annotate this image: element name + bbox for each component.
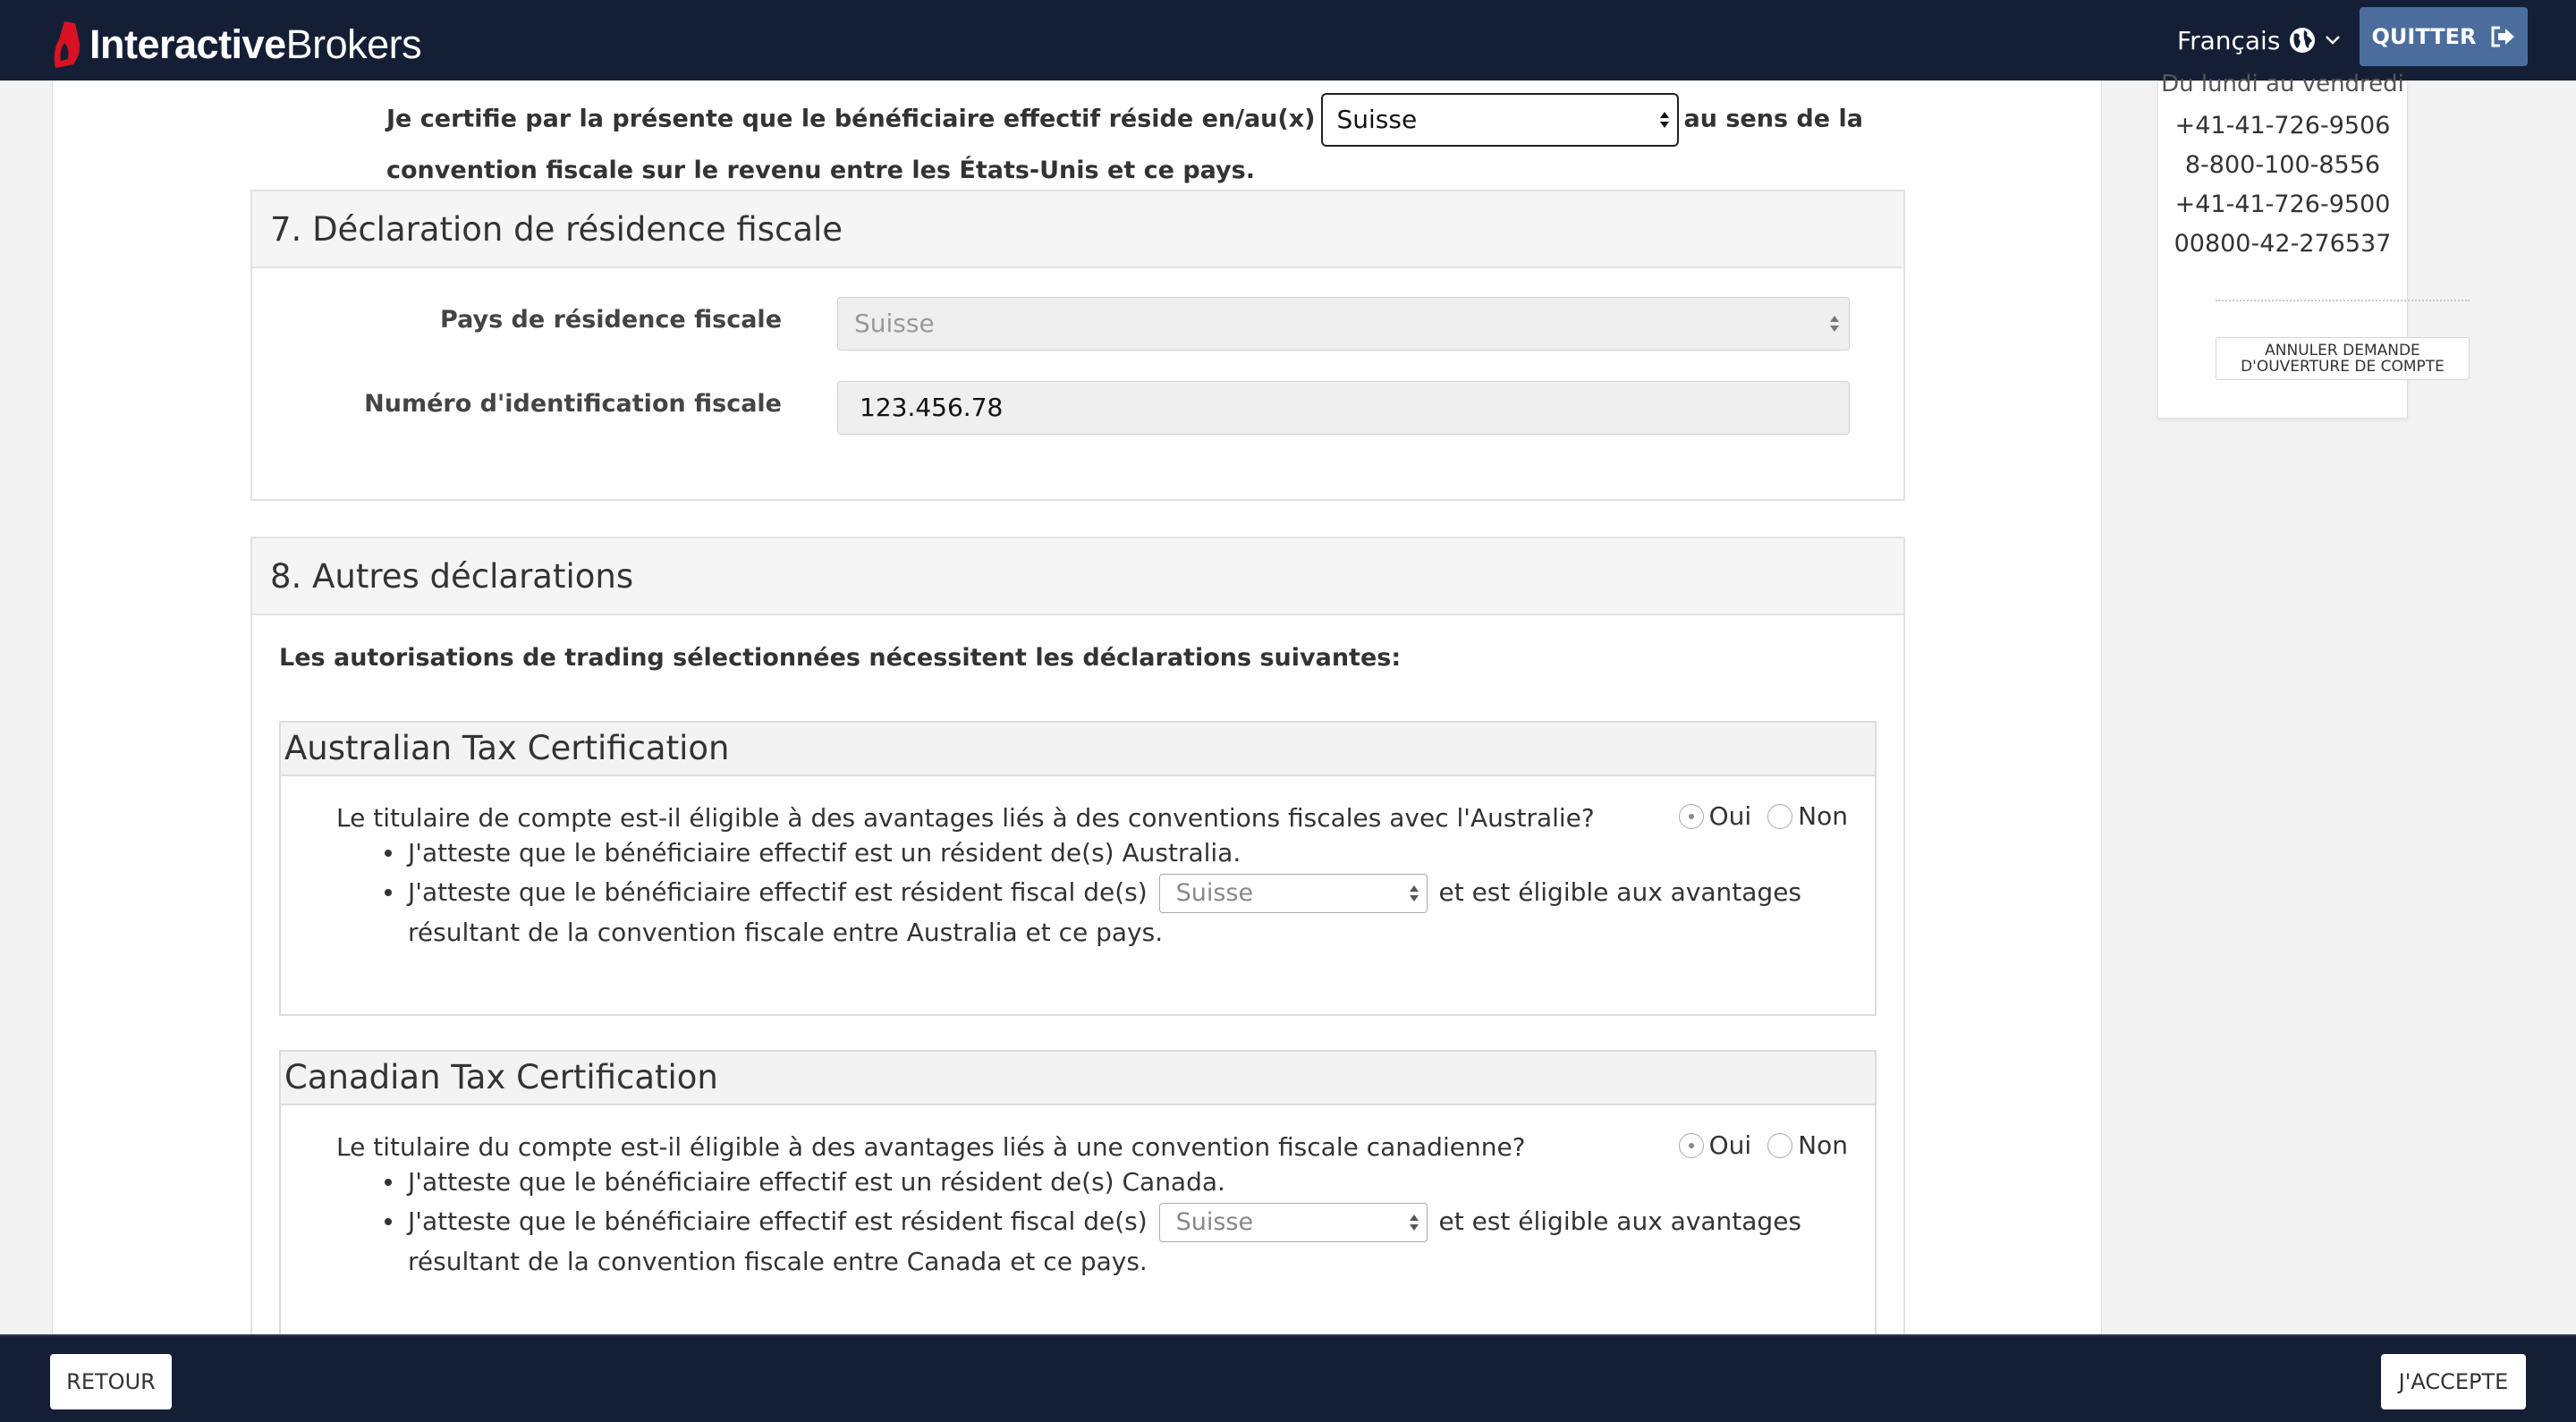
list-item: J'atteste que le bénéficiaire effectif est un résident de(s) Canada. [408,1163,1857,1202]
declarations-intro: Les autorisations de trading sélectionnées nécessitent les déclarations suivantes: [279,644,1402,672]
globe-icon [2289,27,2316,54]
tin-label: Numéro d'identification fiscale [364,390,782,418]
radio-yes[interactable] [1679,1133,1704,1158]
cancel-application-button[interactable] [2216,337,2470,380]
treaty-text-after: au sens de la convention fiscale sur le revenu entre les États-Unis et ce pays. [386,105,1863,184]
select-arrows-icon [1409,883,1419,904]
chevron-down-icon [2325,35,2341,46]
treaty-question: Le titulaire du compte est-il éligible à des avantages liés à une convention fiscale canadienne? [336,1132,1526,1162]
list-item: J'atteste que le bénéficiaire effectif est résident fiscal de(s) Suisse et est éligible aux avantages résultant de la convention fiscale entre Canada et ce pays. [408,1202,1857,1282]
radio-no[interactable] [1767,1133,1792,1158]
other-declarations-section [250,537,1905,1342]
section-title: 7. Déclaration de résidence fiscale [252,191,1903,268]
treaty-country-select[interactable] [1321,93,1679,147]
tax-country-label: Pays de résidence fiscale [440,306,782,334]
cancel-label-line2: D'OUVERTURE DE COMPTE [2241,358,2445,376]
radio-yes[interactable] [1679,804,1704,829]
tax-country-value: Suisse [854,309,935,338]
select-arrows-icon [1829,313,1840,334]
treaty-country-value: Suisse [1336,105,1418,134]
certification-list [408,834,1857,952]
phone-number: 8-800-100-8556 [2184,151,2381,179]
support-hours: Du lundi au vendredi [2161,71,2404,97]
phone-number: 00800-42-276537 [2174,230,2392,258]
tax-country-select[interactable] [837,297,1850,351]
section-title: 8. Autres déclarations [252,538,1903,615]
radio-yes-label: Oui [1708,1130,1752,1160]
phone-number: +41-41-726-9500 [2174,190,2391,218]
quit-label: QUITTER [2371,24,2477,49]
treaty-question: Le titulaire de compte est-il éligible à des avantages liés à des conventions fiscales avec l'Australie? [336,803,1595,833]
phone-list [2158,106,2407,264]
residence-country-select[interactable]: Suisse [1159,1203,1428,1242]
logo[interactable] [52,13,421,70]
radio-no-label: Non [1798,1130,1848,1160]
select-arrows-icon [1409,1212,1419,1233]
cancel-label-line1: ANNULER DEMANDE [2265,342,2420,360]
subsection-title: Australian Tax Certification [281,723,1875,776]
select-arrows-icon [1659,109,1670,131]
phone-number: +41-41-726-9506 [2174,112,2391,140]
bottom-action-bar [0,1334,2576,1422]
tax-residence-section [250,190,1905,501]
treaty-certification [386,93,1889,195]
subsection-title: Canadian Tax Certification [281,1052,1875,1105]
language-selector[interactable] [2177,20,2341,61]
language-label: Français [2177,25,2281,55]
canadian-tax-certification [279,1050,1877,1345]
quit-button[interactable] [2360,7,2528,66]
back-button[interactable]: RETOUR [50,1354,172,1409]
sign-out-icon [2489,25,2516,48]
radio-no[interactable] [1767,804,1792,829]
treaty-eligibility-radio-group [1679,1130,1848,1160]
tin-input[interactable]: 123.456.78 [837,381,1850,435]
residence-country-select[interactable]: Suisse [1159,874,1428,913]
certification-list [408,1163,1857,1282]
brand-name: InteractiveBrokers [89,21,422,67]
australian-tax-certification [279,721,1877,1016]
treaty-eligibility-radio-group [1679,801,1848,831]
accept-button[interactable]: J'ACCEPTE [2381,1354,2526,1409]
treaty-text-before: Je certifie par la présente que le bénéficiaire effectif réside en/au(x) [386,105,1316,133]
radio-yes-label: Oui [1708,801,1752,831]
radio-no-label: Non [1798,801,1848,831]
flame-logo-icon [52,20,82,70]
list-item: J'atteste que le bénéficiaire effectif est un résident de(s) Australia. [408,834,1857,873]
divider [2216,300,2470,301]
contact-sidebar [2157,71,2445,419]
list-item: J'atteste que le bénéficiaire effectif est résident fiscal de(s) Suisse et est éligible aux avantages résultant de la convention fiscale entre Australia et ce pays. [408,873,1857,952]
